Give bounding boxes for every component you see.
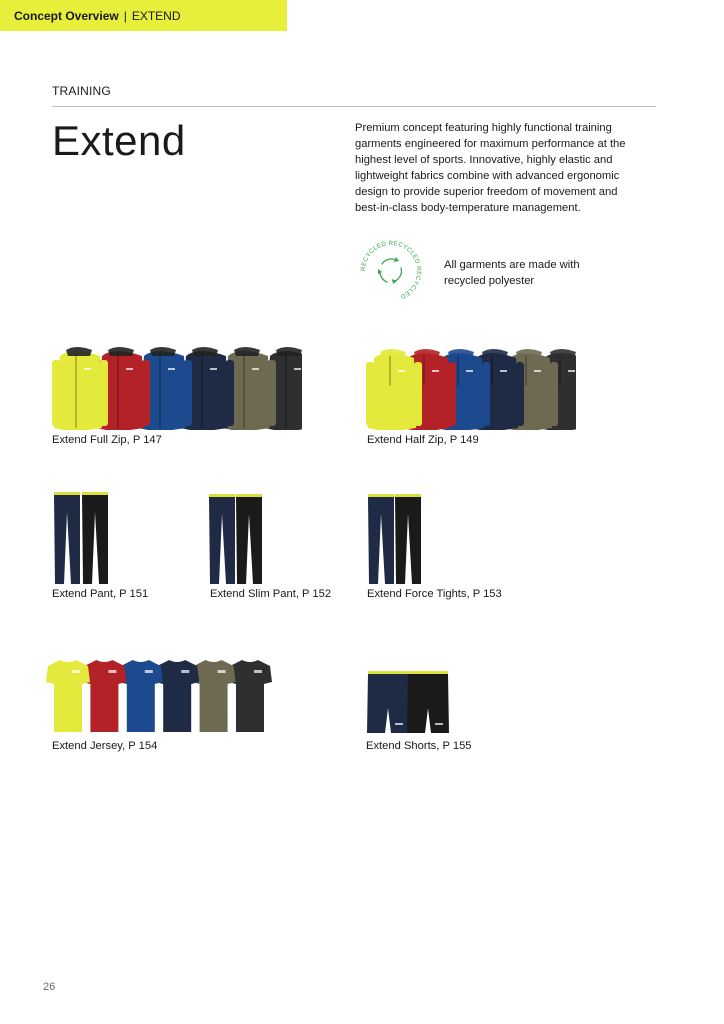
product-caption: Extend Force Tights, P 153 — [367, 588, 502, 600]
garment-jersey — [192, 660, 236, 732]
garment-pant — [54, 492, 80, 584]
product-caption: Extend Slim Pant, P 152 — [210, 588, 332, 600]
garment-tights — [368, 494, 394, 584]
product-caption: Extend Half Zip, P 149 — [367, 434, 479, 446]
garment-jersey — [82, 660, 126, 732]
garment-tights — [395, 494, 421, 584]
product-caption: Extend Pant, P 151 — [52, 588, 149, 600]
product-extend-shorts[interactable] — [367, 671, 451, 733]
svg-text:RECYCLED RECYCLED RECYCLED — [360, 240, 422, 300]
category-label: TRAINING — [52, 84, 111, 98]
header-section-bold: Concept Overview — [14, 8, 119, 23]
description: Premium concept featuring highly functional training garments engineered for maximum performance at the highest level of sports. Innovative, highly elastic and lightweight fabrics combine with advanced ergonomic design to provide superior freedom of movement and best-in-class body-temperature management. — [355, 122, 626, 214]
garment-jersey — [119, 660, 163, 732]
garment-slim-pant — [236, 494, 262, 584]
garment-slim-pant — [209, 494, 235, 584]
page-title: Extend — [52, 117, 186, 164]
garment-hoodie — [52, 347, 108, 430]
recycled-badge-text: RECYCLED RECYCLED RECYCLED — [359, 239, 423, 301]
header-tab — [0, 0, 287, 31]
page-number: 26 — [43, 981, 56, 993]
header-section: EXTEND — [131, 8, 181, 23]
recycled-note: All garments are made with recycled polyester — [444, 259, 580, 287]
garment-jersey — [46, 660, 90, 732]
garment-jersey — [155, 660, 199, 732]
garment-pant — [82, 492, 108, 584]
garment-jersey — [228, 660, 272, 732]
product-extend-full-zip[interactable] — [52, 346, 302, 432]
product-caption: Extend Full Zip, P 147 — [52, 434, 162, 446]
product-extend-half-zip[interactable] — [366, 348, 576, 432]
product-caption: Extend Jersey, P 154 — [52, 740, 158, 752]
garment-halfzip — [366, 349, 422, 430]
product-extend-pant[interactable] — [52, 492, 112, 584]
garment-shorts — [407, 671, 449, 733]
product-extend-jersey[interactable] — [46, 656, 272, 734]
divider — [52, 106, 656, 107]
product-caption: Extend Shorts, P 155 — [366, 740, 472, 752]
header-separator: | — [123, 8, 127, 23]
product-extend-slim-pant[interactable] — [207, 494, 265, 584]
product-extend-force-tights[interactable] — [366, 494, 424, 584]
garment-shorts — [367, 671, 409, 733]
recycled-badge-icon — [358, 238, 424, 304]
